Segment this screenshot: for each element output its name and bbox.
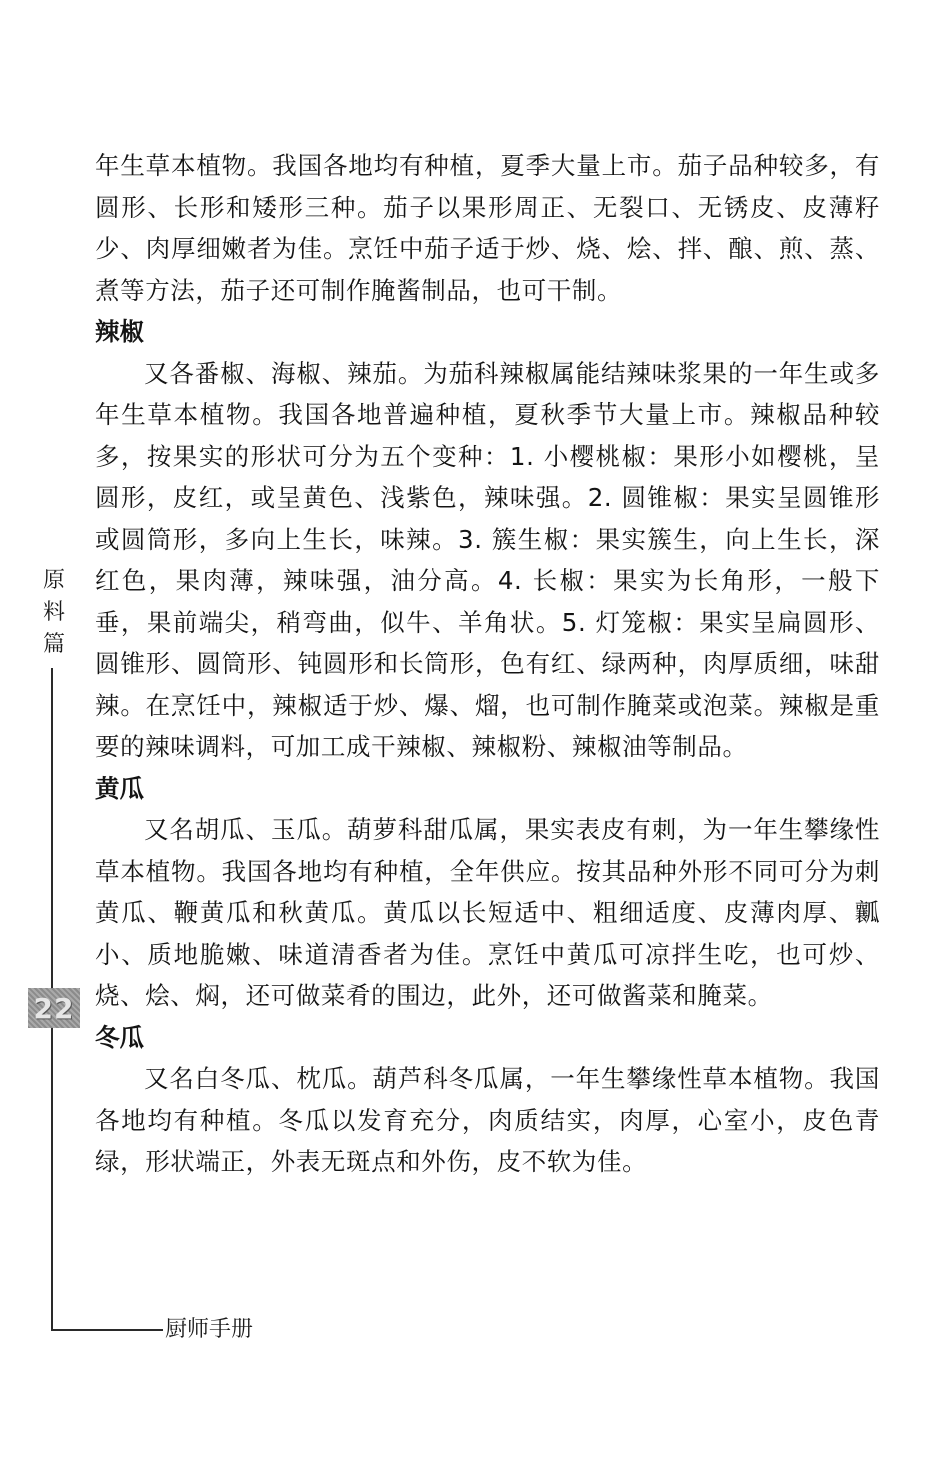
footer-book-title: 厨师手册 [165,1317,254,1342]
paragraph-chili: 又各番椒、海椒、辣茄。为茄科辣椒属能结辣味浆果的一年生或多年生草本植物。我国各地普遍种植，夏秋季节大量上市。辣椒品种较多，按果实的形状可分为五个变种：1. 小樱桃椒：果形小如樱桃，呈圆形，皮红，或呈黄色、浅紫色，辣味强。2. 圆锥椒：果实呈圆锥形或圆筒形，多向上生长，味辣。3. 簇生椒：果实簇生，向上生长，深红色，果肉薄，辣味强，油分高。4. 长椒：果实为长角形，一般下垂，果前端尖，稍弯曲，似牛、羊角状。5. 灯笼椒：果实呈扁圆形、圆锥形、圆筒形、钝圆形和长筒形，色有红、绿两种，肉厚质细，味甜辣。在烹饪中，辣椒适于炒、爆、熘，也可制作腌菜或泡菜。辣椒是重要的辣味调料，可加工成干辣椒、辣椒粉、辣椒油等制品。 [95,358,880,761]
page-body [95,145,880,1183]
paragraph-cucumber: 又名胡瓜、玉瓜。葫萝科甜瓜属，果实表皮有刺，为一年生攀缘性草本植物。我国各地均有种植，全年供应。按其品种外形不同可分为刺黄瓜、鞭黄瓜和秋黄瓜。黄瓜以长短适中、粗细适度、皮薄肉厚、瓤小、质地脆嫩、味道清香者为佳。烹饪中黄瓜可凉拌生吃，也可炒、烧、烩、焖，还可做菜肴的围边，此外，还可做酱菜和腌菜。 [95,815,880,1010]
page-number: 22 [33,991,75,1025]
heading-chili: 辣椒 [95,317,144,346]
paragraph-eggplant-continued: 年生草本植物。我国各地均有种植，夏季大量上市。茄子品种较多，有圆形、长形和矮形三种。茄子以果形周正、无裂口、无锈皮、皮薄籽少、肉厚细嫩者为佳。烹饪中茄子适于炒、烧、烩、拌、酿、煎、蒸、煮等方法，茄子还可制作腌酱制品，也可干制。 [95,151,880,305]
chapter-side-label: 原料篇 [42,568,65,657]
page-number-badge [28,988,80,1028]
paragraph-winter-melon: 又名白冬瓜、枕瓜。葫芦科冬瓜属，一年生攀缘性草本植物。我国各地均有种植。冬瓜以发育充分，肉质结实，肉厚，心室小，皮色青绿，形状端正，外表无斑点和外伤，皮不软为佳。 [95,1064,880,1176]
heading-winter-melon: 冬瓜 [95,1022,144,1052]
heading-cucumber: 黄瓜 [95,773,144,803]
footer-rule [51,1329,163,1331]
